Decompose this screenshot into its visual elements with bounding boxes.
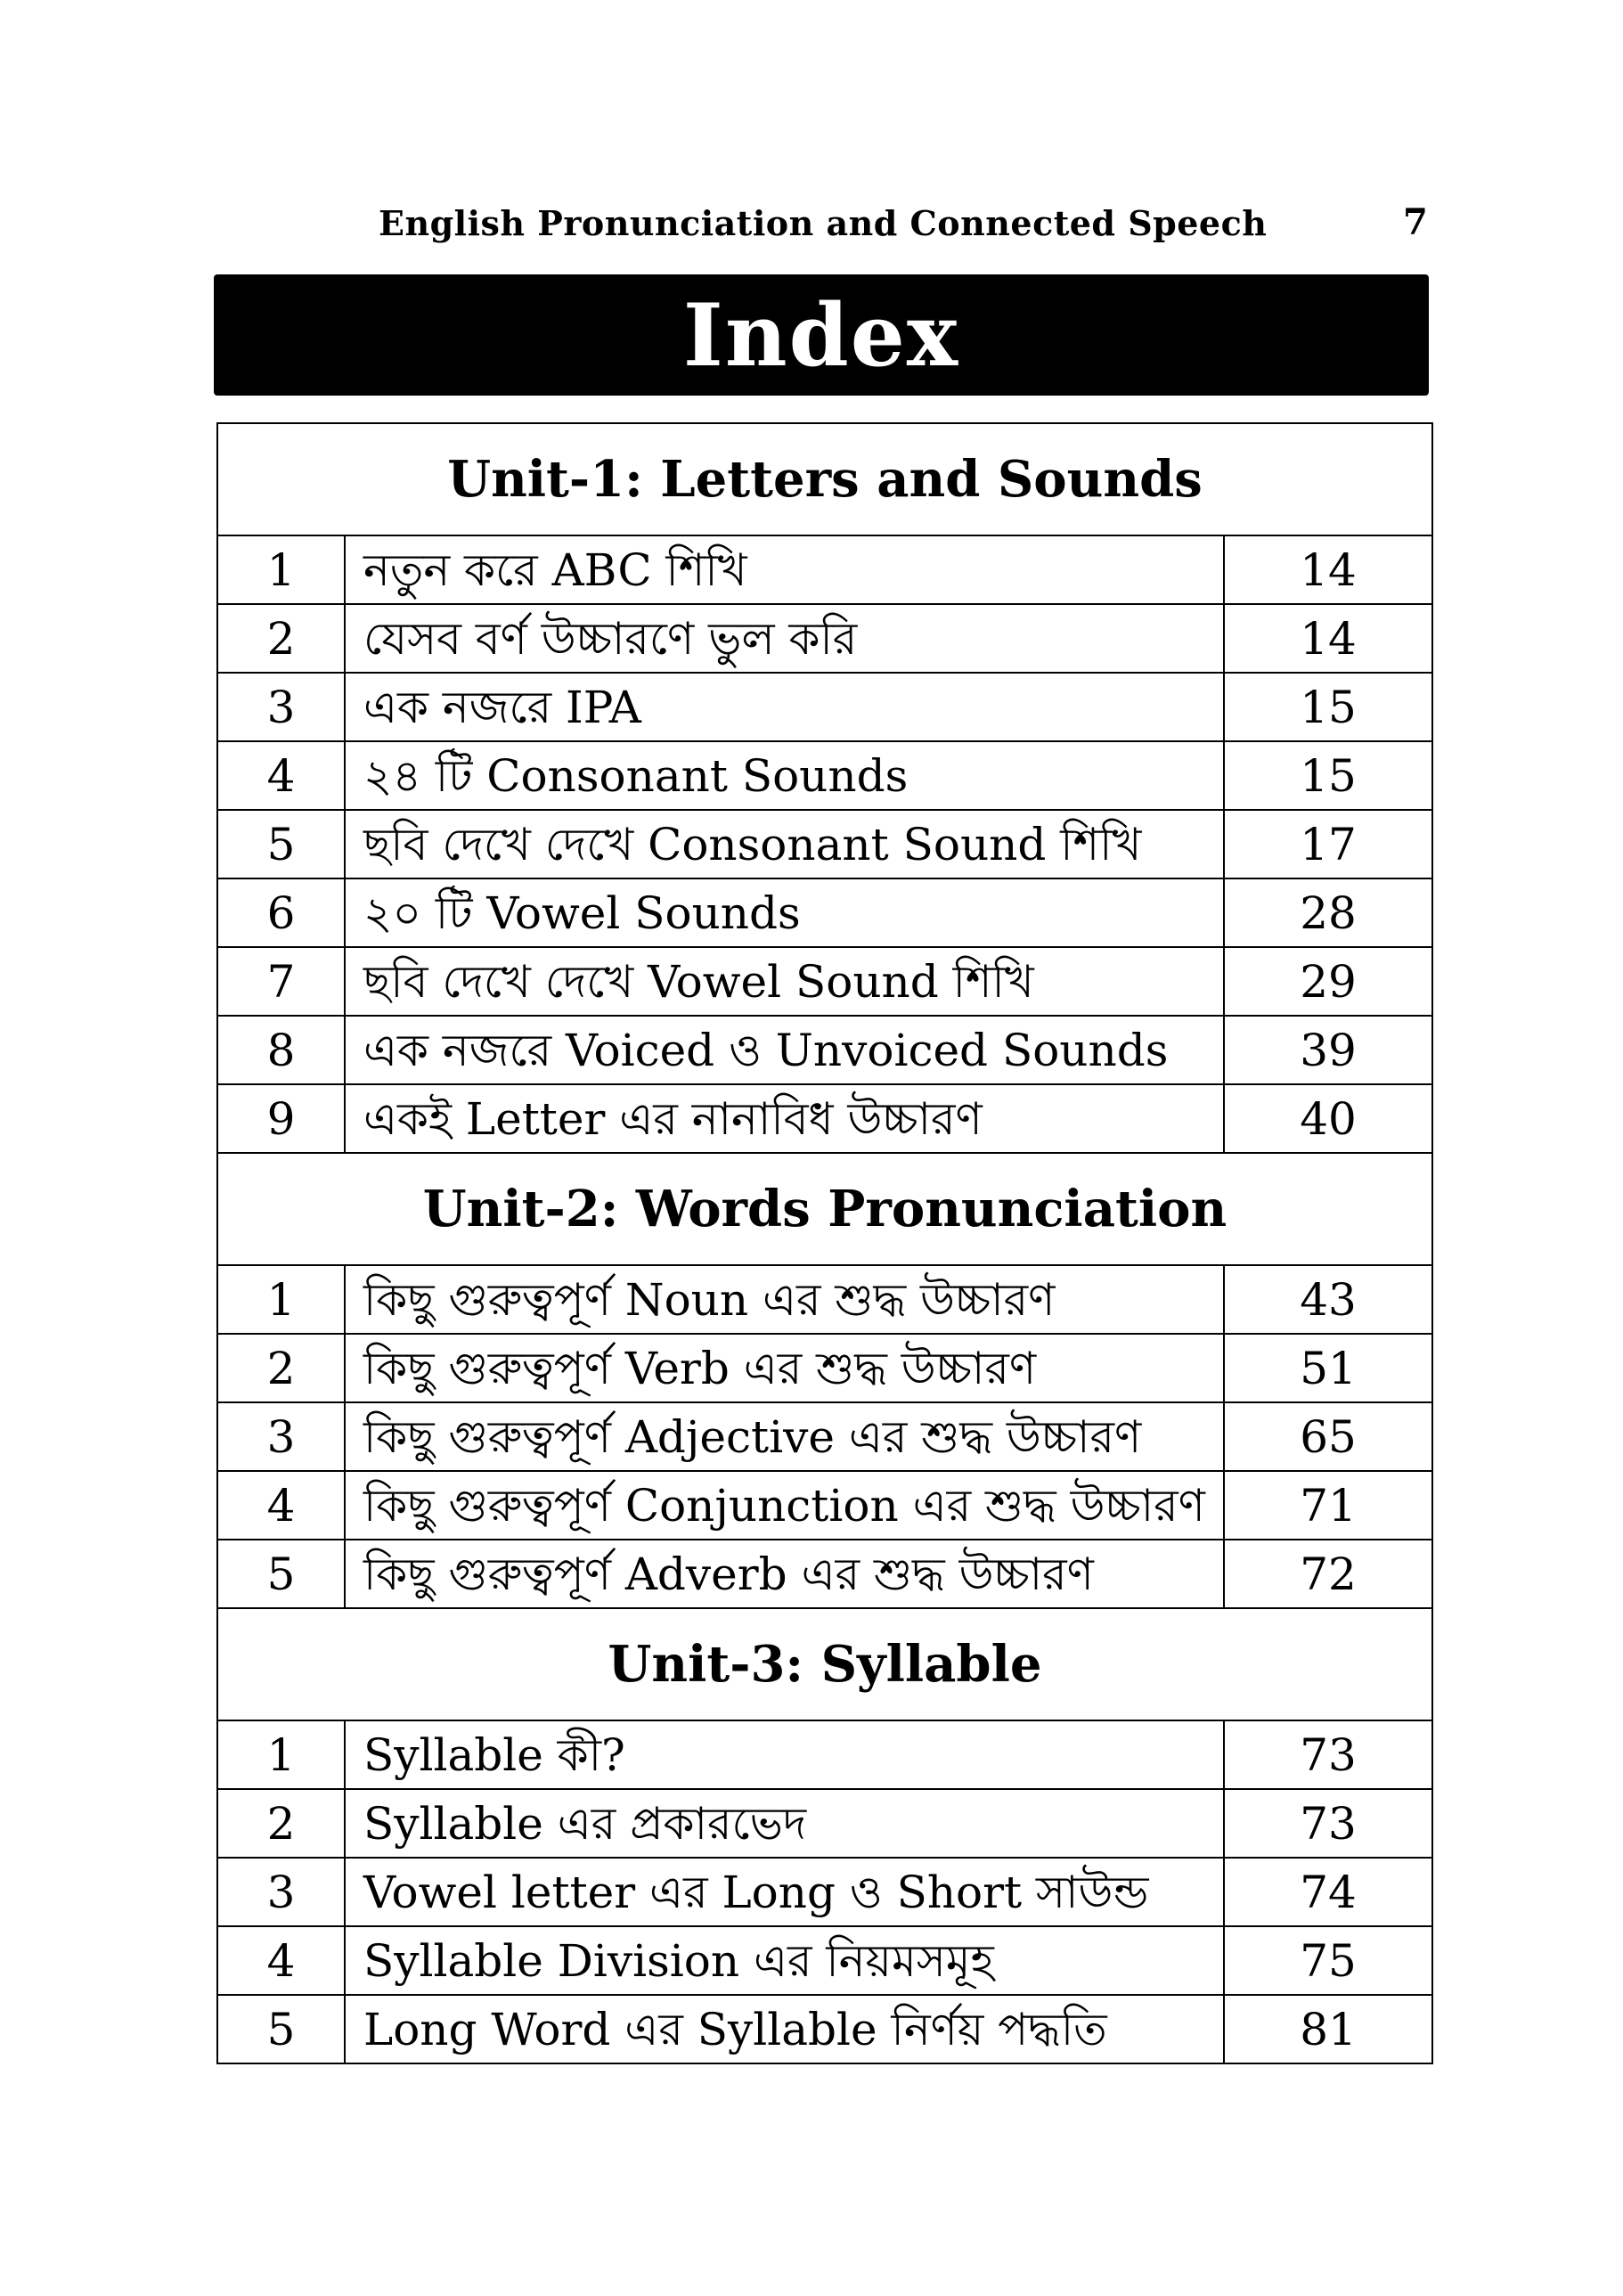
entry-page-number: 73	[1224, 1789, 1432, 1858]
index-entry-row	[217, 810, 1432, 878]
entry-title: ২৪ টি Consonant Sounds	[345, 741, 1224, 810]
entry-title: কিছু গুরুত্বপূর্ণ Conjunction এর শুদ্ধ উচ্চারণ	[345, 1471, 1224, 1540]
entry-number: 4	[217, 1926, 345, 1995]
index-entry-row	[217, 1334, 1432, 1402]
entry-title: Long Word এর Syllable নির্ণয় পদ্ধতি	[345, 1995, 1224, 2063]
entry-title: একই Letter এর নানাবিধ উচ্চারণ	[345, 1084, 1224, 1153]
entry-page-number: 74	[1224, 1858, 1432, 1926]
entry-page-number: 43	[1224, 1265, 1432, 1334]
entry-title: ছবি দেখে দেখে Vowel Sound শিখি	[345, 947, 1224, 1016]
entry-page-number: 14	[1224, 604, 1432, 673]
page-number: 7	[1403, 201, 1428, 243]
index-entry-row	[217, 604, 1432, 673]
entry-number: 3	[217, 1402, 345, 1471]
entry-number: 1	[217, 1265, 345, 1334]
index-entry-row	[217, 741, 1432, 810]
index-entry-row	[217, 1926, 1432, 1995]
entry-page-number: 71	[1224, 1471, 1432, 1540]
index-entry-row	[217, 535, 1432, 604]
entry-number: 3	[217, 673, 345, 741]
index-table	[216, 422, 1433, 2064]
index-entry-row	[217, 1789, 1432, 1858]
entry-number: 5	[217, 1995, 345, 2063]
index-entry-row	[217, 1471, 1432, 1540]
entry-number: 1	[217, 535, 345, 604]
index-entry-row	[217, 878, 1432, 947]
index-entry-row	[217, 1995, 1432, 2063]
index-title: Index	[682, 284, 960, 386]
index-banner	[214, 274, 1429, 396]
entry-title: Syllable কী?	[345, 1720, 1224, 1789]
unit-heading: Unit-2: Words Pronunciation	[217, 1153, 1432, 1265]
entry-title: Vowel letter এর Long ও Short সাউন্ড	[345, 1858, 1224, 1926]
entry-title: ২০ টি Vowel Sounds	[345, 878, 1224, 947]
entry-number: 1	[217, 1720, 345, 1789]
index-entry-row	[217, 1016, 1432, 1084]
entry-title: যেসব বর্ণ উচ্চারণে ভুল করি	[345, 604, 1224, 673]
entry-number: 5	[217, 1540, 345, 1608]
entry-number: 3	[217, 1858, 345, 1926]
index-entry-row	[217, 1265, 1432, 1334]
unit-heading-row	[217, 423, 1432, 535]
entry-page-number: 72	[1224, 1540, 1432, 1608]
unit-heading: Unit-3: Syllable	[217, 1608, 1432, 1720]
entry-page-number: 17	[1224, 810, 1432, 878]
entry-title: Syllable Division এর নিয়মসমূহ	[345, 1926, 1224, 1995]
entry-number: 2	[217, 1334, 345, 1402]
entry-page-number: 73	[1224, 1720, 1432, 1789]
entry-number: 8	[217, 1016, 345, 1084]
entry-title: কিছু গুরুত্বপূর্ণ Verb এর শুদ্ধ উচ্চারণ	[345, 1334, 1224, 1402]
entry-page-number: 65	[1224, 1402, 1432, 1471]
entry-page-number: 39	[1224, 1016, 1432, 1084]
entry-number: 9	[217, 1084, 345, 1153]
entry-page-number: 28	[1224, 878, 1432, 947]
entry-page-number: 40	[1224, 1084, 1432, 1153]
index-entry-row	[217, 673, 1432, 741]
index-entry-row	[217, 1720, 1432, 1789]
entry-title: কিছু গুরুত্বপূর্ণ Noun এর শুদ্ধ উচ্চারণ	[345, 1265, 1224, 1334]
index-entry-row	[217, 947, 1432, 1016]
index-table-body	[217, 423, 1432, 2063]
entry-number: 5	[217, 810, 345, 878]
entry-title: Syllable এর প্রকারভেদ	[345, 1789, 1224, 1858]
entry-number: 4	[217, 1471, 345, 1540]
entry-page-number: 15	[1224, 673, 1432, 741]
entry-page-number: 75	[1224, 1926, 1432, 1995]
index-entry-row	[217, 1540, 1432, 1608]
entry-number: 6	[217, 878, 345, 947]
entry-title: নতুন করে ABC শিখি	[345, 535, 1224, 604]
index-entry-row	[217, 1402, 1432, 1471]
entry-page-number: 81	[1224, 1995, 1432, 2063]
unit-heading: Unit-1: Letters and Sounds	[217, 423, 1432, 535]
entry-page-number: 15	[1224, 741, 1432, 810]
index-entry-row	[217, 1084, 1432, 1153]
entry-title: কিছু গুরুত্বপূর্ণ Adverb এর শুদ্ধ উচ্চারণ	[345, 1540, 1224, 1608]
running-header-title: English Pronunciation and Connected Speech	[379, 203, 1268, 243]
index-entry-row	[217, 1858, 1432, 1926]
entry-page-number: 51	[1224, 1334, 1432, 1402]
entry-title: ছবি দেখে দেখে Consonant Sound শিখি	[345, 810, 1224, 878]
entry-title: কিছু গুরুত্বপূর্ণ Adjective এর শুদ্ধ উচ্চারণ	[345, 1402, 1224, 1471]
entry-page-number: 14	[1224, 535, 1432, 604]
unit-heading-row	[217, 1153, 1432, 1265]
unit-heading-row	[217, 1608, 1432, 1720]
entry-title: এক নজরে IPA	[345, 673, 1224, 741]
entry-page-number: 29	[1224, 947, 1432, 1016]
entry-number: 2	[217, 1789, 345, 1858]
entry-number: 2	[217, 604, 345, 673]
entry-number: 4	[217, 741, 345, 810]
entry-number: 7	[217, 947, 345, 1016]
entry-title: এক নজরে Voiced ও Unvoiced Sounds	[345, 1016, 1224, 1084]
